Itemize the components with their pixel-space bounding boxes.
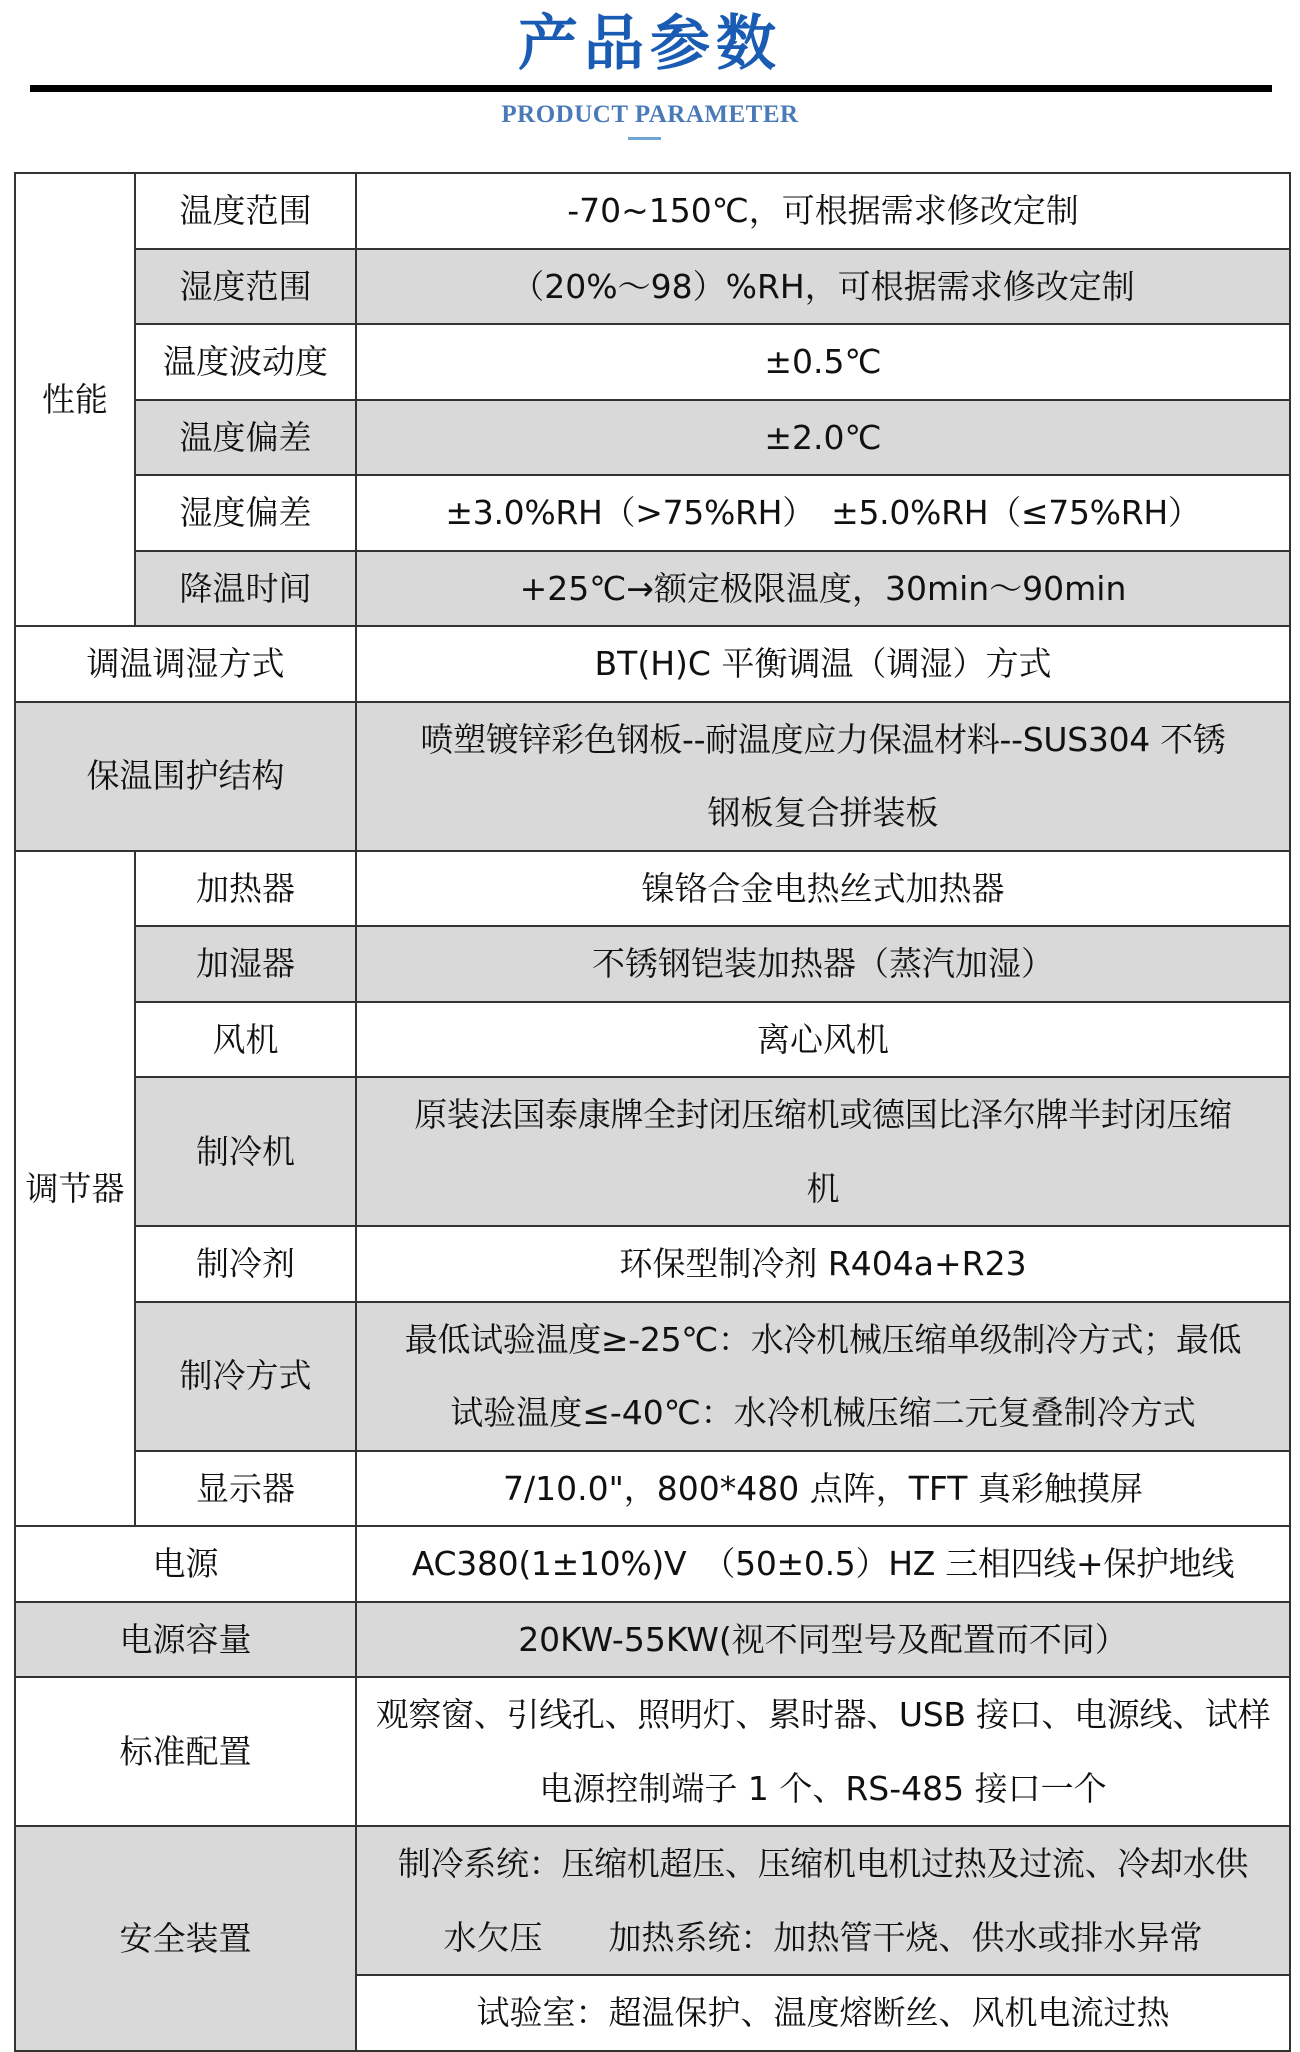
param-label: 安全装置 [15,1826,356,2051]
param-label: 标准配置 [15,1677,356,1826]
param-label: 加热器 [135,851,356,927]
param-value: 镍铬合金电热丝式加热器 [356,851,1290,927]
param-value: +25℃→额定极限温度，30min～90min [356,551,1290,627]
param-value: BT(H)C 平衡调温（调湿）方式 [356,626,1290,702]
param-value: AC380(1±10%)V （50±0.5）HZ 三相四线+保护地线 [356,1526,1290,1602]
table-row [15,1602,1290,1678]
param-label: 风机 [135,1002,356,1078]
table-row [15,851,1290,927]
table-row [15,173,1290,249]
param-label: 温度偏差 [135,400,356,476]
table-row [15,1002,1290,1078]
param-label: 制冷机 [135,1077,356,1226]
title-divider [30,85,1272,92]
param-label: 湿度偏差 [135,475,356,551]
param-value-line: 原装法国泰康牌全封闭压缩机或德国比泽尔牌半封闭压缩 [356,1077,1290,1152]
table-row [15,926,1290,1002]
param-label: 调温调湿方式 [15,626,356,702]
table-row [15,1826,1290,1901]
param-value-line: 制冷系统：压缩机超压、压缩机电机过热及过流、冷却水供 [356,1826,1290,1901]
page-subtitle: PRODUCT PARAMETER [501,101,799,128]
param-value: 试验室：超温保护、温度熔断丝、风机电流过热 [356,1975,1290,2051]
subtitle-accent-line [628,137,661,140]
table-row [15,1526,1290,1602]
param-value: 不锈钢铠装加热器（蒸汽加湿） [356,926,1290,1002]
param-value: 20KW-55KW(视不同型号及配置而不同） [356,1602,1290,1678]
param-label: 保温围护结构 [15,702,356,851]
param-label: 制冷剂 [135,1226,356,1302]
table-row [15,475,1290,551]
table-row [15,1677,1290,1752]
param-value: ±0.5℃ [356,324,1290,400]
param-label: 降温时间 [135,551,356,627]
table-row [15,1302,1290,1377]
param-value: ±2.0℃ [356,400,1290,476]
param-label: 电源容量 [15,1602,356,1678]
param-value: -70~150℃，可根据需求修改定制 [356,173,1290,249]
table-row [15,1451,1290,1527]
param-value: 7/10.0"，800*480 点阵，TFT 真彩触摸屏 [356,1451,1290,1527]
page-title: 产品参数 [518,9,782,79]
table-row [15,249,1290,325]
param-label: 显示器 [135,1451,356,1527]
table-row [15,626,1290,702]
param-value-line: 喷塑镀锌彩色钢板--耐温度应力保温材料--SUS304 不锈 [356,702,1290,777]
table-row [15,702,1290,777]
group-label-performance: 性能 [15,173,135,626]
param-label: 制冷方式 [135,1302,356,1451]
table-row [15,324,1290,400]
table-row [15,551,1290,627]
param-value-line: 观察窗、引线孔、照明灯、累时器、USB 接口、电源线、试样 [356,1677,1290,1752]
param-value-line: 最低试验温度≥-25℃：水冷机械压缩单级制冷方式；最低 [356,1302,1290,1377]
param-value: 环保型制冷剂 R404a+R23 [356,1226,1290,1302]
table-row [15,1226,1290,1302]
param-label: 温度波动度 [135,324,356,400]
table-row [15,400,1290,476]
param-value-line: 电源控制端子 1 个、RS-485 接口一个 [356,1752,1290,1827]
param-value: 离心风机 [356,1002,1290,1078]
param-value-line: 水欠压 加热系统：加热管干烧、供水或排水异常 [356,1901,1290,1976]
parameter-table [14,172,1291,2052]
param-value-line: 试验温度≤-40℃：水冷机械压缩二元复叠制冷方式 [356,1376,1290,1451]
param-value-line: 钢板复合拼装板 [356,776,1290,851]
param-value: （20%～98）%RH，可根据需求修改定制 [356,249,1290,325]
group-label-regulator: 调节器 [15,851,135,1527]
param-label: 温度范围 [135,173,356,249]
param-label: 加湿器 [135,926,356,1002]
param-label: 湿度范围 [135,249,356,325]
param-value-line: 机 [356,1152,1290,1227]
table-row [15,1077,1290,1152]
param-label: 电源 [15,1526,356,1602]
param-value: ±3.0%RH（>75%RH） ±5.0%RH（≤75%RH） [356,475,1290,551]
